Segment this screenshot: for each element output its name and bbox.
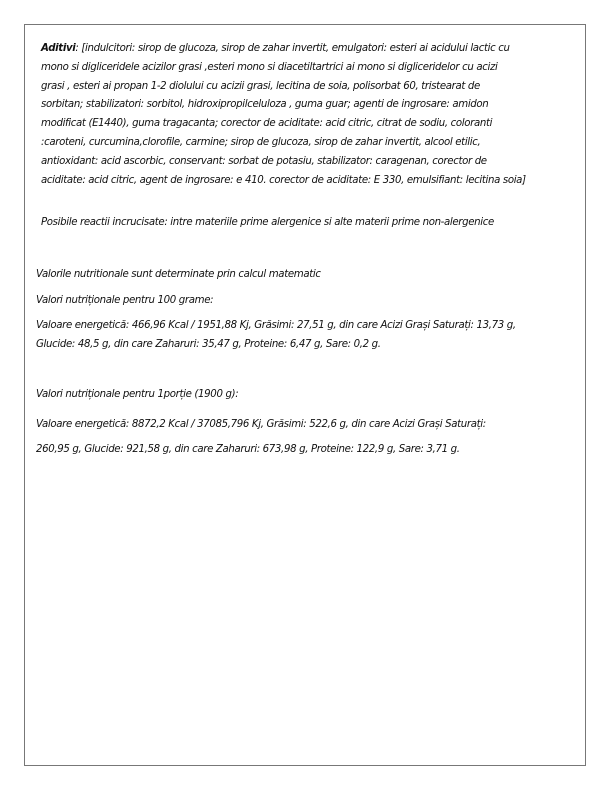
per100-line-1: Valoare energetică: 466,96 Kcal / 1951,88 Kj, Grăsimi: 27,51 g, din care Acizi Grași Saturați: 13,73 g, [36, 320, 516, 331]
cross-reactions: Posibile reactii incrucisate: intre materiile prime alergenice si alte materii prime non-alergenice [41, 217, 494, 228]
portion-values [36, 412, 486, 462]
additives-line-8: aciditate: acid citric, agent de ingrosare: e 410. corector de aciditate: E 330, emulsifiant: lecitina soia] [41, 174, 526, 186]
portion-line-1: Valoare energetică: 8872,2 Kcal / 37085,796 Kj, Grăsimi: 522,6 g, din care Acizi Grași Saturați: [36, 419, 486, 430]
additives-line-5: modificat (E1440), guma tragacanta; corector de aciditate: acid citric, citrat de sodiu, coloranti [41, 118, 493, 130]
per100-line-2: Glucide: 48,5 g, din care Zaharuri: 35,47 g, Proteine: 6,47 g, Sare: 0,2 g. [36, 338, 381, 350]
portion-line-2: 260,95 g, Glucide: 921,58 g, din care Zaharuri: 673,98 g, Proteine: 122,9 g, Sare: 3,71 g. [36, 444, 460, 455]
additives-line-4: sorbitan; stabilizatori: sorbitol, hidroxipropilceluloza , guma guar; agenti de ingrosare: amidon [41, 99, 489, 111]
portion-heading: Valori nutriționale pentru 1porție (1900 g): [36, 389, 239, 400]
additives-line-2: mono si digliceridele acizilor grasi ,esteri mono si diacetiltartrici ai mono si digliceridelor cu acizi [41, 61, 498, 73]
nutrition-note: Valorile nutritionale sunt determinate prin calcul matematic [36, 269, 321, 280]
additives-line-7: antioxidant: acid ascorbic, conservant: sorbat de potasiu, stabilizator: caragenan, corector de [41, 155, 487, 167]
additives-line-1: Aditivi: [indulcitori: sirop de glucoza, sirop de zahar invertit, emulgatori: esteri ai acidului lactic cu [41, 43, 510, 54]
additives-line-6: :caroteni, curcumina,clorofile, carmine; sirop de glucoza, sirop de zahar invertit, alcool etilic, [41, 136, 481, 148]
additives-label: Aditivi [41, 43, 76, 54]
per100-heading: Valori nutriționale pentru 100 grame: [36, 295, 214, 306]
additives-paragraph [41, 40, 526, 190]
additives-line-3: grasi , esteri ai propan 1-2 diolului cu acizii grasi, lecitina de soia, polisorbat 60, tristearat de [41, 80, 480, 92]
per100-values [36, 317, 516, 355]
